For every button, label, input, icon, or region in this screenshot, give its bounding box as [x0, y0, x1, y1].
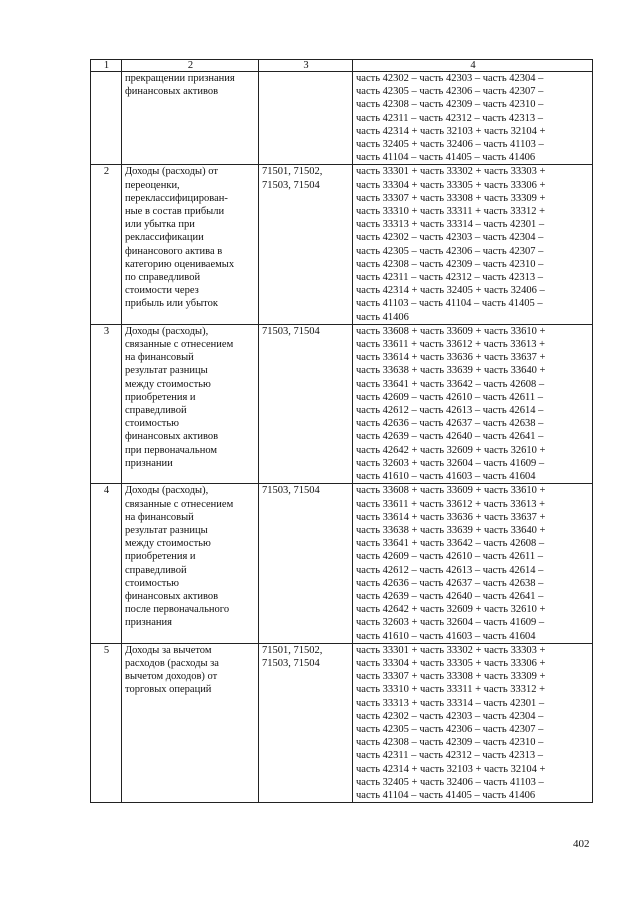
description-line: приобретения и [125, 551, 196, 563]
description-line: Доходы (расходы), [125, 325, 209, 337]
formula-line: часть 42305 – часть 42306 – часть 42307 – [356, 245, 544, 257]
formula-line: часть 33307 + часть 33308 + часть 33309 + [356, 671, 546, 683]
formula-line: часть 42302 – часть 42303 – часть 42304 – [356, 710, 544, 722]
formula-line: часть 33614 + часть 33636 + часть 33637 + [356, 511, 546, 523]
description-line: категорию оцениваемых [125, 258, 235, 270]
table-row [91, 484, 593, 643]
formula-line: часть 33611 + часть 33612 + часть 33613 + [356, 498, 546, 510]
description-line: прибыль или убыток [125, 298, 218, 310]
table-row [91, 643, 593, 802]
row-number [91, 72, 122, 165]
row-description [122, 643, 259, 802]
description-line: финансовых активов [125, 431, 219, 443]
description-line: Доходы (расходы) от [125, 166, 218, 178]
formula-line: часть 33304 + часть 33305 + часть 33306 + [356, 179, 546, 191]
formula-line: часть 42609 – часть 42610 – часть 42611 – [356, 551, 544, 563]
formula-line: часть 42302 – часть 42303 – часть 42304 – [356, 232, 544, 244]
description-line: Доходы (расходы), [125, 485, 209, 497]
formula-line: часть 42639 – часть 42640 – часть 42641 – [356, 431, 544, 443]
row-accounts [259, 643, 353, 802]
row-number: 2 [91, 165, 122, 324]
row-description [122, 165, 259, 324]
formula-line: часть 33301 + часть 33302 + часть 33303 + [356, 166, 546, 178]
formula-line: часть 42308 – часть 42309 – часть 42310 – [356, 737, 544, 749]
formula-line: часть 42305 – часть 42306 – часть 42307 – [356, 86, 544, 98]
table-row [91, 165, 593, 324]
page-number: 402 [573, 838, 590, 850]
formula-line: часть 41104 – часть 41405 – часть 41406 [356, 789, 536, 801]
description-line: на финансовый [125, 511, 194, 523]
description-line: результат разницы [125, 365, 208, 377]
description-line: расходов (расходы за [125, 657, 219, 669]
formula-line: часть 42308 – часть 42309 – часть 42310 – [356, 258, 544, 270]
description-line: связанные с отнесением [125, 498, 234, 510]
description-line: вычетом доходов) от [125, 671, 218, 683]
column-header-2: 2 [122, 60, 259, 72]
formula-line: часть 42642 + часть 32609 + часть 32610 + [356, 604, 546, 616]
formula-line: часть 32405 + часть 32406 – часть 41103 – [356, 776, 544, 788]
description-line: стоимостью [125, 577, 180, 589]
formula-line: часть 41104 – часть 41405 – часть 41406 [356, 152, 536, 164]
description-line: после первоначального [125, 604, 230, 616]
column-header-1: 1 [91, 60, 122, 72]
formula-line: часть 33304 + часть 33305 + часть 33306 + [356, 657, 546, 669]
row-accounts [259, 324, 353, 483]
row-number: 4 [91, 484, 122, 643]
formula-line: часть 42302 – часть 42303 – часть 42304 – [356, 73, 544, 84]
formula-line: часть 41406 [356, 311, 409, 323]
formula-line: часть 33614 + часть 33636 + часть 33637 + [356, 352, 546, 364]
description-line: по справедливой [125, 272, 201, 284]
formula-line: часть 41610 – часть 41603 – часть 41604 [356, 630, 536, 642]
description-line: справедливой [125, 564, 187, 576]
row-description [122, 72, 259, 165]
description-line: между стоимостью [125, 378, 211, 390]
formula-line: часть 42311 – часть 42312 – часть 42313 – [356, 112, 544, 124]
formula-line: часть 42612 – часть 42613 – часть 42614 – [356, 564, 544, 576]
formula-line: часть 42314 + часть 32103 + часть 32104 + [356, 125, 546, 137]
formula-line: часть 41103 – часть 41104 – часть 41405 – [356, 298, 543, 310]
description-line: признании [125, 457, 173, 469]
description-line: финансового актива в [125, 245, 223, 257]
formula-line: часть 33641 + часть 33642 – часть 42608 – [356, 538, 545, 550]
row-formula [353, 484, 593, 643]
description-line: результат разницы [125, 524, 208, 536]
accounts-line: 71501, 71502, [262, 166, 323, 178]
description-line: ные в состав прибыли [125, 206, 225, 218]
description-line: Доходы за вычетом [125, 644, 212, 656]
formula-line: часть 33611 + часть 33612 + часть 33613 + [356, 339, 546, 351]
formula-line: часть 42311 – часть 42312 – часть 42313 – [356, 750, 544, 762]
formula-line: часть 42612 – часть 42613 – часть 42614 – [356, 405, 544, 417]
formula-line: часть 42636 – часть 42637 – часть 42638 – [356, 418, 544, 430]
description-line: реклассификации [125, 232, 204, 244]
description-line: торговых операций [125, 684, 212, 696]
description-line: финансовых активов [125, 590, 219, 602]
table-body [91, 72, 593, 803]
formula-line: часть 33310 + часть 33311 + часть 33312 + [356, 684, 546, 696]
formula-line: часть 32603 + часть 32604 – часть 41609 – [356, 457, 545, 469]
description-line: переклассифицирован- [125, 192, 228, 204]
formula-line: часть 33608 + часть 33609 + часть 33610 + [356, 485, 546, 497]
formula-line: часть 42311 – часть 42312 – часть 42313 – [356, 272, 544, 284]
description-line: признания [125, 617, 172, 629]
formula-line: часть 42636 – часть 42637 – часть 42638 – [356, 577, 544, 589]
description-line: прекращении признания [125, 73, 235, 84]
accounts-line: 71503, 71504 [262, 179, 320, 191]
row-number: 5 [91, 643, 122, 802]
description-line: финансовых активов [125, 86, 219, 98]
table-header-row [91, 60, 593, 72]
formula-line: часть 33307 + часть 33308 + часть 33309 + [356, 192, 546, 204]
row-formula [353, 165, 593, 324]
formula-line: часть 41610 – часть 41603 – часть 41604 [356, 471, 536, 483]
description-line: на финансовый [125, 352, 194, 364]
formula-line: часть 33313 + часть 33314 – часть 42301 – [356, 697, 545, 709]
description-line: справедливой [125, 405, 187, 417]
formula-line: часть 33313 + часть 33314 – часть 42301 – [356, 219, 545, 231]
description-line: приобретения и [125, 391, 196, 403]
table-row [91, 324, 593, 483]
formula-line: часть 42314 + часть 32103 + часть 32104 + [356, 763, 546, 775]
row-formula [353, 72, 593, 165]
description-line: стоимостью [125, 418, 180, 430]
formula-line: часть 33638 + часть 33639 + часть 33640 + [356, 524, 546, 536]
row-formula [353, 643, 593, 802]
row-description [122, 484, 259, 643]
formula-line: часть 33310 + часть 33311 + часть 33312 + [356, 206, 546, 218]
description-line: при первоначальном [125, 444, 218, 456]
accounts-line: 71503, 71504 [262, 485, 320, 497]
formula-line: часть 42305 – часть 42306 – часть 42307 – [356, 723, 544, 735]
formula-line: часть 33638 + часть 33639 + часть 33640 + [356, 365, 546, 377]
column-header-4: 4 [353, 60, 593, 72]
accounts-line: 71503, 71504 [262, 657, 320, 669]
column-header-3: 3 [259, 60, 353, 72]
formula-line: часть 42639 – часть 42640 – часть 42641 – [356, 590, 544, 602]
description-line: стоимости через [125, 285, 199, 297]
formula-line: часть 33641 + часть 33642 – часть 42608 – [356, 378, 545, 390]
formula-line: часть 42314 + часть 32405 + часть 32406 – [356, 285, 545, 297]
table-row [91, 72, 593, 165]
description-line: или убытка при [125, 219, 195, 231]
formula-line: часть 32603 + часть 32604 – часть 41609 – [356, 617, 545, 629]
row-accounts [259, 484, 353, 643]
formula-line: часть 33608 + часть 33609 + часть 33610 + [356, 325, 546, 337]
formula-line: часть 33301 + часть 33302 + часть 33303 + [356, 644, 546, 656]
description-line: между стоимостью [125, 538, 211, 550]
accounts-line: 71501, 71502, [262, 644, 323, 656]
accounts-line: 71503, 71504 [262, 325, 320, 337]
row-description [122, 324, 259, 483]
formula-line: часть 32405 + часть 32406 – часть 41103 – [356, 139, 544, 151]
row-number: 3 [91, 324, 122, 483]
row-accounts [259, 72, 353, 165]
row-formula [353, 324, 593, 483]
description-line: связанные с отнесением [125, 339, 234, 351]
formula-line: часть 42609 – часть 42610 – часть 42611 – [356, 391, 544, 403]
description-line: переоценки, [125, 179, 180, 191]
formula-line: часть 42308 – часть 42309 – часть 42310 – [356, 99, 544, 111]
classification-table [90, 59, 593, 803]
formula-line: часть 42642 + часть 32609 + часть 32610 + [356, 444, 546, 456]
row-accounts [259, 165, 353, 324]
